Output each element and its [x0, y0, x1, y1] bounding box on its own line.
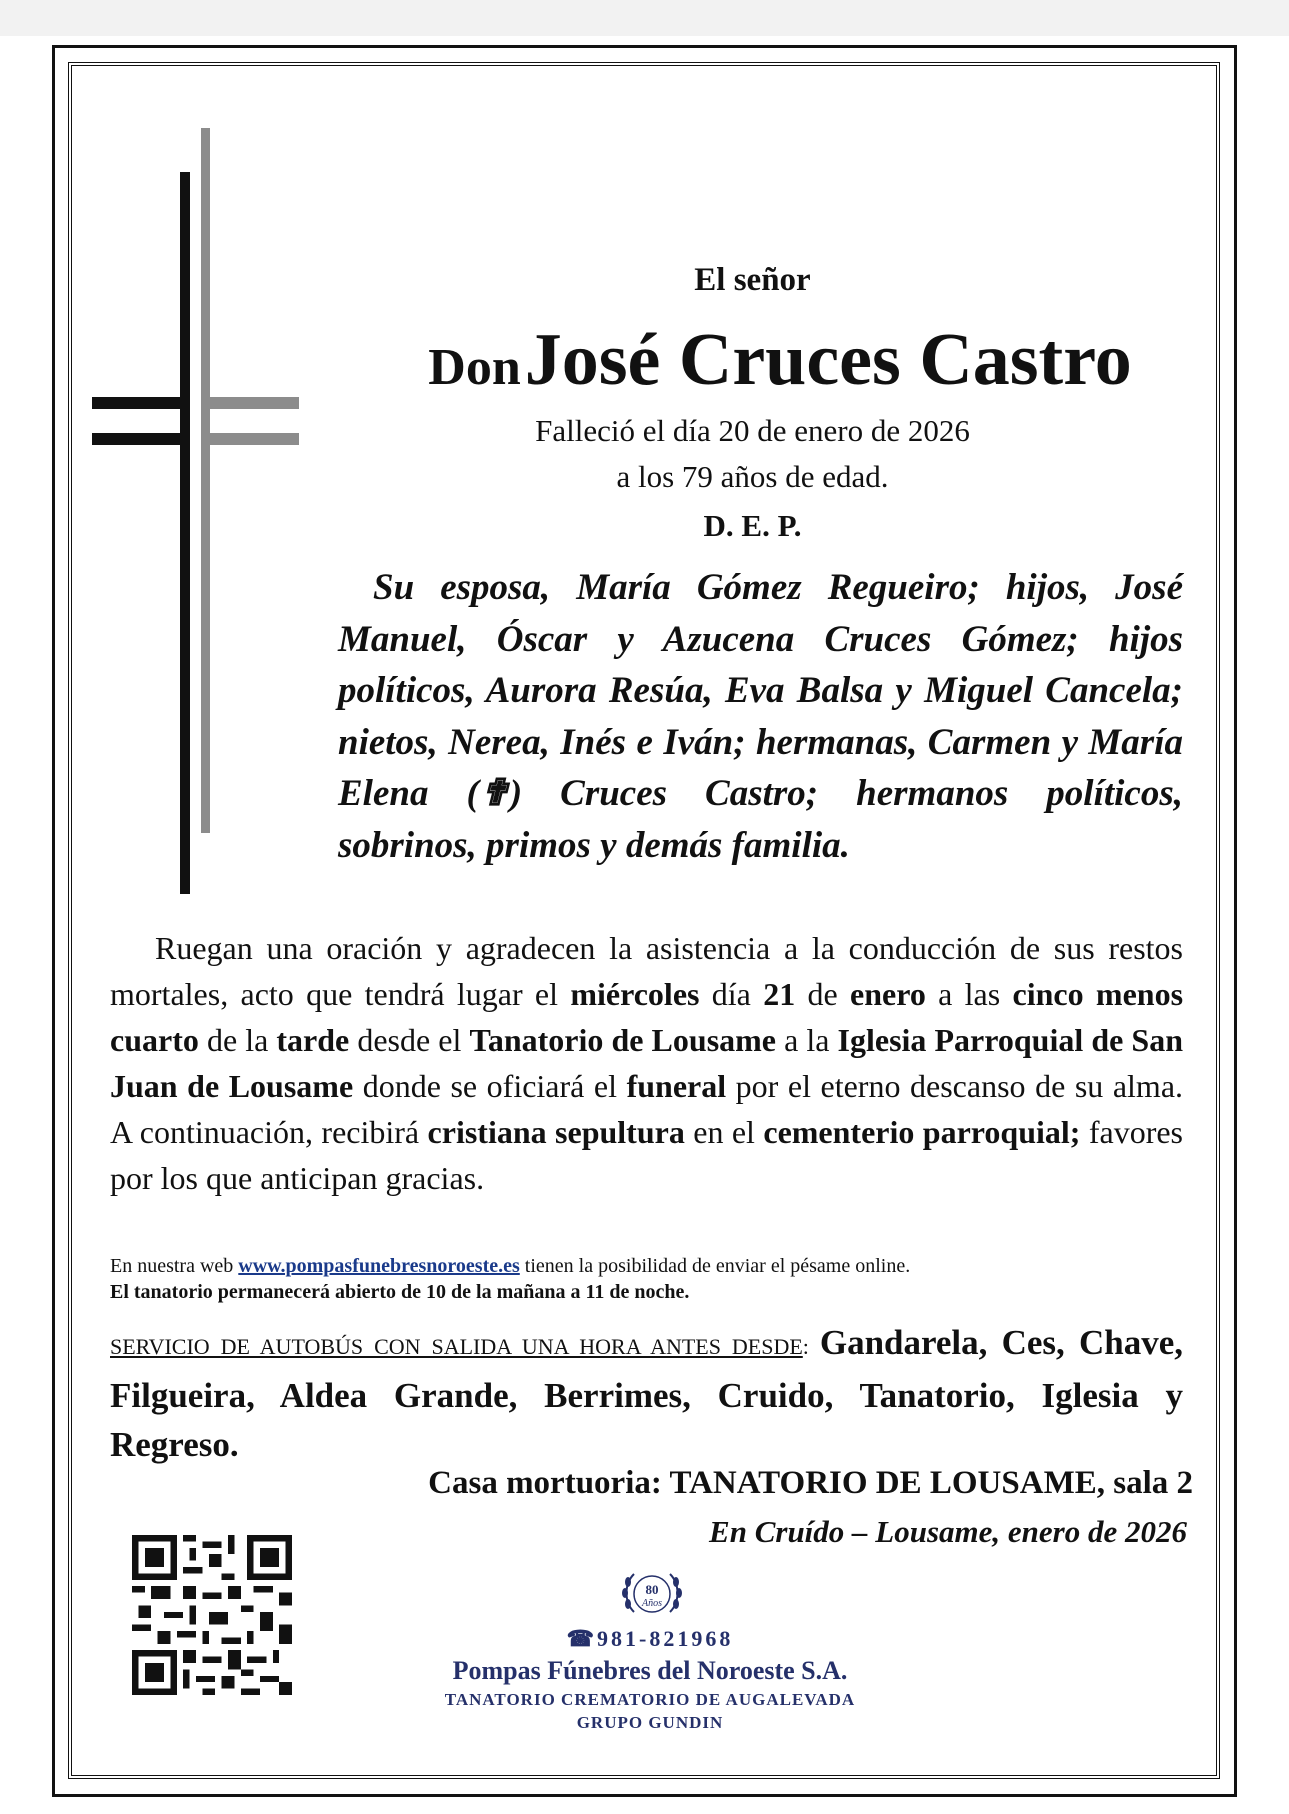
body-bold: funeral — [626, 1068, 727, 1104]
casa-mortuoria: Casa mortuoria: TANATORIO DE LOUSAME, sala 2 — [428, 1465, 1193, 1501]
family-text-1: Su esposa, María Gómez Regueiro; hijos, José Manuel, Óscar y Azucena Cruces Gómez; hijos políticos, Aurora Resúa, Eva Balsa y Miguel Cancela; nietos, Nerea, Inés e Iván; hermanas, Carmen y María Elena ( — [338, 567, 1183, 814]
company-name: Pompas Fúnebres del Noroeste S.A. — [452, 1656, 848, 1685]
body-bold: cristiana sepultura — [427, 1114, 685, 1150]
anniversary-logo-icon — [618, 1560, 686, 1628]
qr-code-icon[interactable] — [132, 1535, 292, 1695]
death-date-line: Falleció el día 20 de enero de 2026 — [535, 413, 970, 448]
phone-number — [500, 1626, 800, 1652]
body-text: favores por los que anticipan gracias. — [110, 1114, 1184, 1196]
deceased-name — [340, 318, 1220, 403]
body-bold: enero — [850, 976, 926, 1012]
bus-stops: Gandarela, Ces, Chave, Filgueira, Aldea Grande, Berrimes, Cruido, Tanatorio, Iglesia y Regreso. — [110, 1323, 1183, 1464]
cross-black-vertical — [180, 172, 190, 894]
company-subtitle-2: GRUPO GUNDIN — [576, 1713, 724, 1732]
body-text: desde el — [349, 1022, 470, 1058]
bus-label: SERVICIO DE AUTOBÚS CON SALIDA UNA HORA ANTES DESDE — [110, 1334, 803, 1359]
body-text: por el eterno descanso de su alma. A continuación, recibirá — [110, 1068, 1184, 1150]
cross-black-arm-upper — [92, 397, 190, 409]
hours-line: El tanatorio permanecerá abierto de 10 de la mañana a 11 de noche. — [110, 1281, 690, 1303]
ceremony-paragraph — [110, 925, 1183, 1201]
web-suffix: tienen la posibilidad de enviar el pésame online. — [519, 1255, 911, 1277]
body-bold: cementerio parroquial; — [763, 1114, 1081, 1150]
logo-number: 80 — [645, 1582, 659, 1597]
company-subtitle-1: TANATORIO CREMATORIO DE AUGALEVADA — [444, 1690, 856, 1709]
bus-service — [110, 1318, 1183, 1469]
web-prefix: En nuestra web — [110, 1255, 239, 1277]
body-text: donde se oficiará el — [353, 1068, 627, 1104]
web-line — [110, 1253, 1190, 1279]
family-text-2: ) Cruces Castro; hermanos políticos, sobrinos, primos y demás familia. — [338, 773, 1183, 866]
cross-grey-arm-upper — [201, 397, 299, 409]
phone-digits: 981-821968 — [597, 1626, 734, 1651]
family-paragraph — [338, 562, 1183, 871]
cross-black-arm-lower — [92, 433, 190, 445]
death-info — [300, 408, 1205, 500]
logo-word: Años — [642, 1598, 662, 1609]
body-bold: Iglesia Parroquial de San Juan de Lousame — [110, 1022, 1183, 1104]
body-text: a la — [776, 1022, 838, 1058]
body-text: de la — [198, 1022, 277, 1058]
phone-icon: ☎ — [566, 1626, 598, 1651]
cross-grey-arm-lower — [201, 433, 299, 445]
place-date: En Cruído – Lousame, enero de 2026 — [709, 1514, 1187, 1549]
body-text: en el — [684, 1114, 764, 1150]
body-text: a las — [925, 976, 1013, 1012]
body-bold: 21 — [763, 976, 796, 1012]
bus-colon: : — [802, 1334, 820, 1359]
website-link[interactable]: www.pompasfunebresnoroeste.es — [238, 1255, 520, 1277]
body-bold: miércoles — [570, 976, 700, 1012]
honorific: Don — [428, 339, 521, 396]
body-bold: cinco menos cuarto — [110, 976, 1184, 1058]
body-bold: tarde — [276, 1022, 350, 1058]
dep-line: D. E. P. — [703, 508, 802, 543]
body-text: día — [699, 976, 764, 1012]
body-text: Ruegan una oración y agradecen la asistencia a la conducción de sus restos mortales, acto que tendrá lugar el — [110, 930, 1183, 1012]
name: José Cruces Castro — [524, 319, 1132, 401]
deceased-cross-icon: ✟ — [478, 773, 510, 814]
cross-grey-vertical — [201, 128, 210, 833]
age-line: a los 79 años de edad. — [616, 459, 889, 494]
body-text: de — [795, 976, 851, 1012]
title-line: El señor — [694, 262, 811, 298]
web-notice — [110, 1253, 1190, 1305]
page-top-band — [0, 0, 1289, 36]
body-bold: Tanatorio de Lousame — [469, 1022, 776, 1058]
